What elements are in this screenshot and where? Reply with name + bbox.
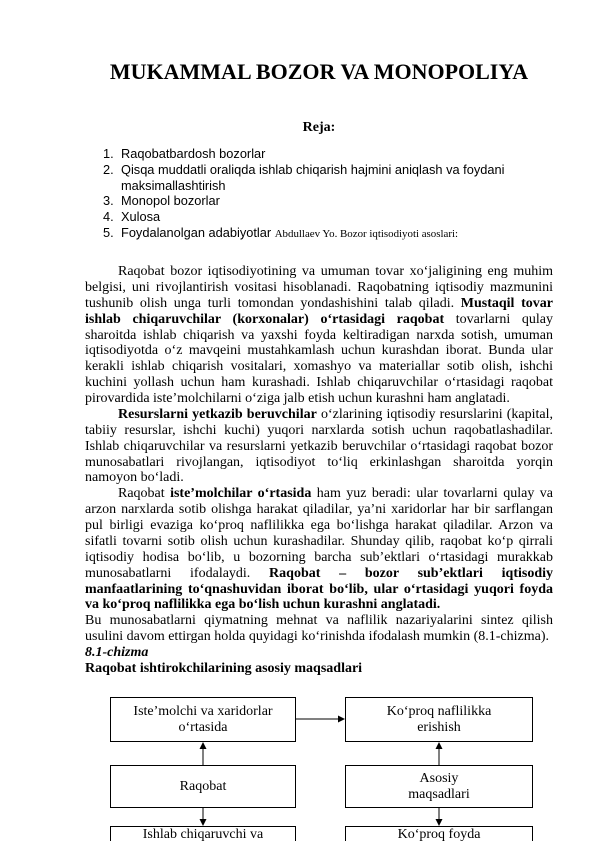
paragraph-2 xyxy=(85,407,553,486)
arrow-competition-to-consumers xyxy=(200,742,207,765)
figure-caption: Raqobat ishtirokchilarining asosiy maqsadlari xyxy=(85,660,363,676)
paragraph-text: tovarlarni qulay sharoitda ishlab chiqarish va yaxshi foyda keltiradigan narxda sotish, umuman iqtisodiyotda o‘z mavqeini mustahkamlash uchun kurashdan iborat. Bunda ular kerakli ishlab chiqarish vositalari, xomashyo va materiallar sotib olish, ishchi kuchini yollash uchun ham kurashadi. Ishlab chiqaruvchilar o‘rtasidagi raqobat pirovardida iste’molchilarni o‘ziga jalb etish uchun kurashni ham anglatadi. xyxy=(85,311,553,406)
arrowhead xyxy=(200,742,207,749)
plan-item-text: Qisqa muddatli oraliqda ishlab chiqarish hajmini aniqlash va foydani maksimallashtirish xyxy=(121,161,505,193)
emphasis-text: iste’molchilar o‘rtasida xyxy=(170,486,312,502)
diagram-box-utility: Ko‘proq naflilikka erishish xyxy=(345,697,533,742)
arrow-goals-to-profit xyxy=(436,808,443,826)
plan-item-text: Monopol bozorlar xyxy=(121,193,220,209)
diagram-box-goals: Asosiy maqsadlari xyxy=(345,765,533,808)
paragraph-1 xyxy=(85,264,553,407)
arrowhead xyxy=(338,716,345,723)
body-text xyxy=(85,264,553,677)
document-title: MUKAMMAL BOZOR VA MONOPOLIYA xyxy=(109,59,529,84)
figure-number: 8.1-chizma xyxy=(85,645,149,660)
plan-item-number: 1. xyxy=(103,146,114,161)
plan-item xyxy=(103,225,553,243)
paragraph-text: ham yuz beradi: ular tovarlarni qulay va arzon narxlarda sotib olishga harakat qiladilar, ya’ni xaridorlar har bir sarflangan pul birligi evaziga ko‘proq naflilikka ega bo‘lishga harakat qiladilar. Arzon va sifatli tovarni sotib olish uchun kurashadilar. Shunday qilib, raqobat ko‘p qirrali iqtisodiy hodisa bo‘lib, u bozorning barcha sub’ektlari o‘rtasidagi murakkab munosabatlarni ifodalaydi. xyxy=(85,486,553,581)
paragraph-3 xyxy=(85,486,553,613)
arrow-goals-to-utility xyxy=(436,742,443,765)
plan-item-text: Raqobatbardosh bozorlar xyxy=(121,146,266,161)
plan-item xyxy=(103,209,553,225)
plan-item-number: 2. xyxy=(103,161,114,177)
arrowhead xyxy=(436,742,443,749)
diagram-box-profit: Ko‘proq foyda xyxy=(345,826,533,841)
emphasis-text: Raqobat – bozor sub’ektlari iqtisodiy manfaatlarining to‘qnashuvidan iborat bo‘lib, ular o‘rtasidagi yuqori foyda va ko‘proq naflilikka ega bo‘lish uchun kurashni anglatadi. xyxy=(85,565,553,613)
plan-item-reference: Abdullaev Yo. Bozor iqtisodiyoti asoslari: xyxy=(274,227,459,240)
plan-item-text: Xulosa xyxy=(121,209,161,225)
plan-item xyxy=(103,162,553,194)
arrowhead xyxy=(200,819,207,826)
paragraph-text: Raqobat bozor iqtisodiyotining va umuman tovar xo‘jaligining eng muhim belgisi, uni rivojlantirish vositasi hisoblanadi. Raqobatning iqtisodiy mazmunini tushunib olish unga turli tomondan yondashishini talab qiladi. xyxy=(85,264,553,311)
plan-item-number: 4. xyxy=(103,209,114,225)
plan-item-number: 5. xyxy=(103,224,114,240)
plan-item xyxy=(103,193,553,209)
plan-item-text: Foydalanolgan adabiyotlar xyxy=(121,224,272,240)
diagram-box-competition: Raqobat xyxy=(110,765,296,808)
plan-item-number: 3. xyxy=(103,193,114,209)
arrowhead xyxy=(436,819,443,826)
paragraph-text: o‘zlarining iqtisodiy resurslarini (kapital, tabiiy resurslar, ishchi kuchi) yuqori narxlarda sotish uchun raqobatlashadilar. Ishlab chiqaruvchilar va resurslarni yetkazib beruvchilar o‘rtasidagi raqobat bozor munosabatlari rivojlangan, iqtisodiyot to‘liq erkinlashgan sharoitda yorqin namoyon bo‘ladi. xyxy=(85,406,553,486)
arrow-consumers-to-utility xyxy=(296,716,345,723)
emphasis-text: Mustaqil tovar ishlab chiqaruvchilar (korxonalar) o‘rtasidagi raqobat xyxy=(85,295,553,327)
plan-heading: Reja: xyxy=(302,120,336,135)
arrow-competition-to-producers xyxy=(200,808,207,826)
plan-list xyxy=(103,146,553,243)
plan-item xyxy=(103,146,553,162)
emphasis-text: Resurslarni yetkazib beruvchilar xyxy=(118,406,317,422)
plan-item-content xyxy=(121,225,553,243)
diagram-box-consumers: Iste’molchi va xaridorlar o‘rtasida xyxy=(110,697,296,742)
paragraph-4 xyxy=(85,613,553,645)
paragraph-text: Raqobat xyxy=(118,486,171,502)
paragraph-text: Bu munosabatlarni qiymatning mehnat va naflilik nazariyalarini sintez qilish usulini davom ettirgan holda quyidagi ko‘rinishda ifodalash mumkin (8.1-chizma). xyxy=(85,613,553,645)
diagram-box-producers: Ishlab chiqaruvchi va xyxy=(110,826,296,841)
